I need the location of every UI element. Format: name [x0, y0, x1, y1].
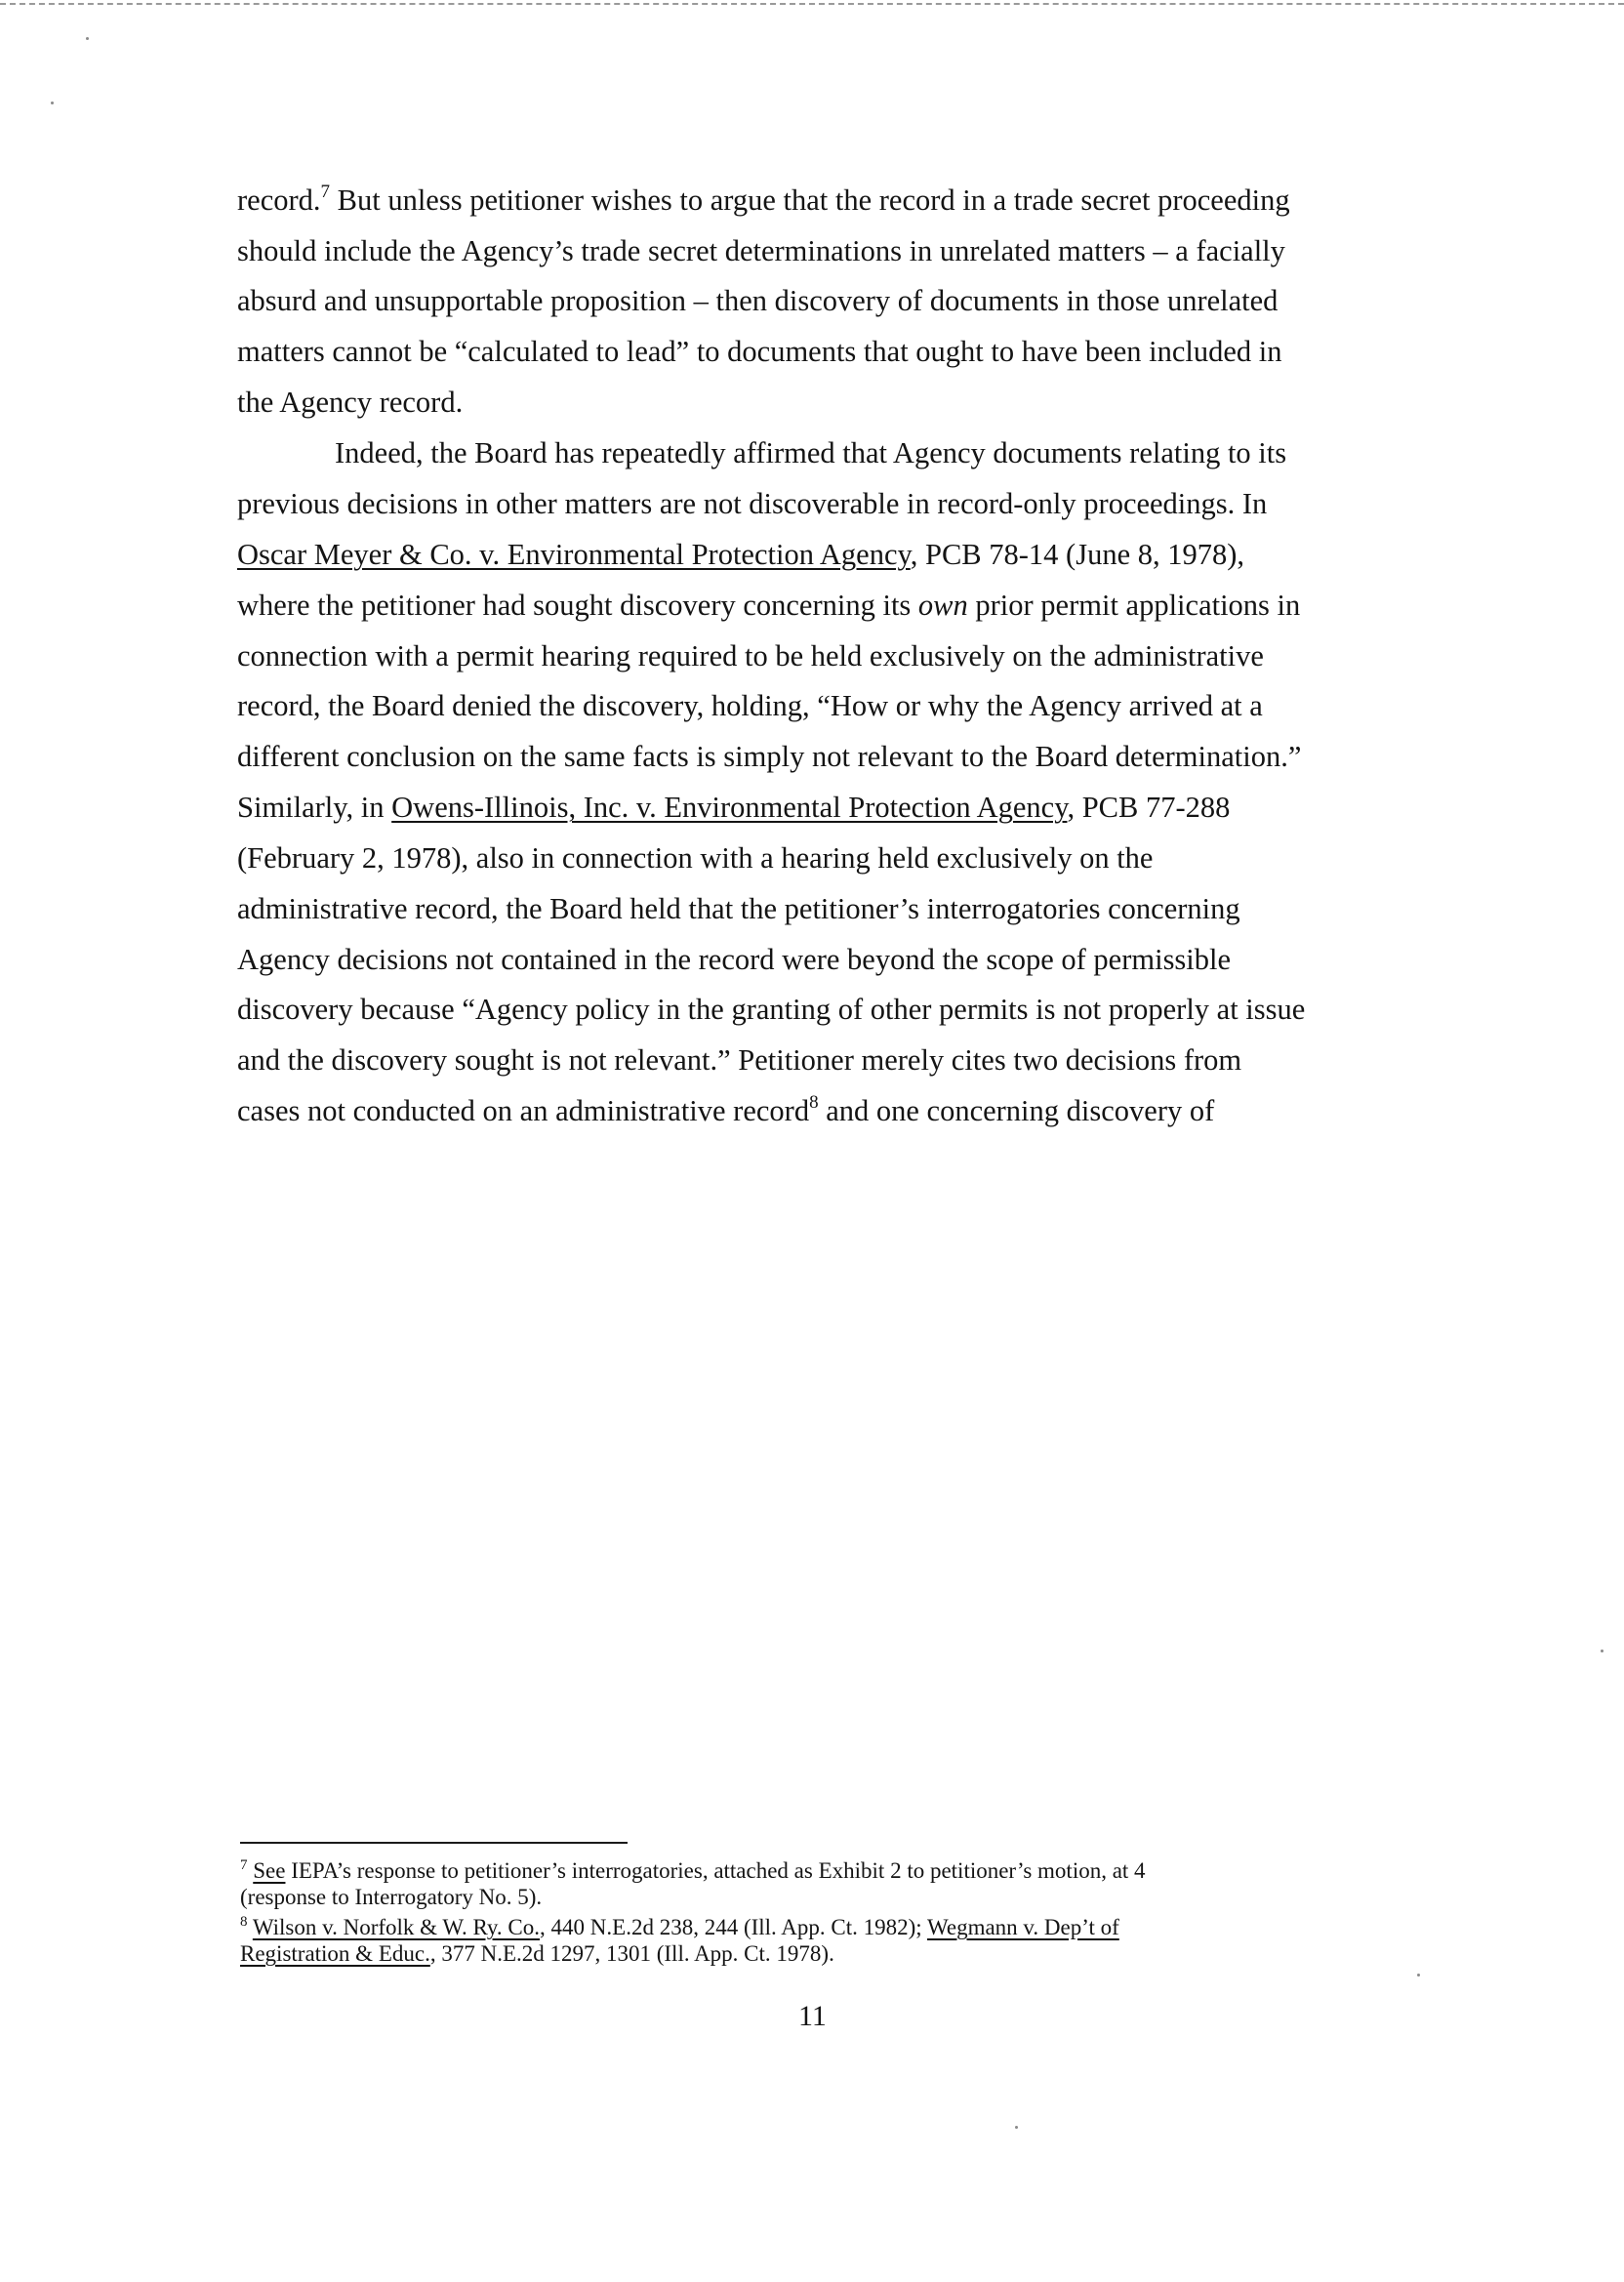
footnote-mark: 7: [240, 1857, 248, 1873]
text-run: , PCB 77-288: [1067, 791, 1231, 824]
footnote-8-continued: [240, 1940, 834, 1968]
scan-top-edge: [0, 3, 1624, 5]
body-line: and the discovery sought is not relevant.” Petitioner merely cites two decisions from: [237, 1043, 1242, 1077]
footnote-mark: 8: [240, 1914, 248, 1930]
paragraph-start-line: Indeed, the Board has repeatedly affirmed that Agency documents relating to its: [335, 436, 1287, 469]
scan-speck: [51, 102, 54, 104]
page-number: 11: [798, 2000, 827, 2032]
body-line: discovery because “Agency policy in the granting of other permits is not properly at issue: [237, 993, 1306, 1026]
scan-speck: [1601, 1650, 1604, 1652]
footnote-7: [240, 1857, 1146, 1885]
case-citation-wilson: Wilson v. Norfolk & W. Ry. Co.: [252, 1915, 541, 1939]
text-run: record.: [237, 183, 321, 217]
scan-speck: [1015, 2126, 1018, 2129]
footnote-8: [240, 1914, 1119, 1941]
scan-speck: [86, 37, 89, 40]
text-run: , PCB 78-14 (June 8, 1978),: [910, 538, 1245, 571]
scan-speck: [1417, 1974, 1420, 1976]
body-line: [237, 535, 1244, 574]
footnote-ref-8[interactable]: 8: [809, 1092, 819, 1113]
text-run: But unless petitioner wishes to argue that the record in a trade secret proceeding: [330, 183, 1290, 217]
body-line: matters cannot be “calculated to lead” to documents that ought to have been included in: [237, 335, 1282, 368]
case-citation-owens-illinois: Owens-Illinois, Inc. v. Environmental Protection Agency: [391, 791, 1068, 824]
body-line: different conclusion on the same facts is simply not relevant to the Board determination.”: [237, 740, 1302, 773]
text-run: cases not conducted on an administrative record: [237, 1094, 810, 1127]
text-run: where the petitioner had sought discovery concerning its: [237, 589, 918, 622]
body-line: [237, 788, 1230, 827]
body-line: record, the Board denied the discovery, holding, “How or why the Agency arrived at a: [237, 689, 1263, 722]
text-run: prior permit applications in: [967, 589, 1301, 622]
body-line: [237, 586, 1300, 625]
footnote-separator: [240, 1842, 628, 1844]
footnote-text: , 440 N.E.2d 238, 244 (Ill. App. Ct. 1982);: [540, 1915, 927, 1939]
body-line: absurd and unsupportable proposition – then discovery of documents in those unrelated: [237, 284, 1279, 317]
footnote-7-continued: (response to Interrogatory No. 5).: [240, 1885, 543, 1909]
body-line: the Agency record.: [237, 386, 464, 419]
text-run: Similarly, in: [237, 791, 392, 824]
body-line: should include the Agency’s trade secret determinations in unrelated matters – a facially: [237, 234, 1285, 267]
signal-see: See: [253, 1858, 286, 1883]
body-line: administrative record, the Board held that the petitioner’s interrogatories concerning: [237, 892, 1240, 925]
text-run: and one concerning discovery of: [818, 1094, 1215, 1127]
footnote-text: IEPA’s response to petitioner’s interrogatories, attached as Exhibit 2 to petitioner’s motion, at 4: [285, 1858, 1146, 1883]
body-line: [237, 1091, 1214, 1130]
body-line: previous decisions in other matters are not discoverable in record-only proceedings. In: [237, 487, 1268, 520]
footnote-ref-7[interactable]: 7: [320, 182, 331, 202]
body-line: (February 2, 1978), also in connection with a hearing held exclusively on the: [237, 841, 1154, 875]
body-line: connection with a permit hearing required to be held exclusively on the administrative: [237, 639, 1264, 672]
case-citation-wegmann: Wegmann v. Dep’t of: [927, 1915, 1119, 1939]
body-line: Agency decisions not contained in the record were beyond the scope of permissible: [237, 943, 1232, 976]
footnote-text: , 377 N.E.2d 1297, 1301 (Ill. App. Ct. 1978).: [429, 1941, 834, 1966]
body-line: [237, 181, 1290, 220]
case-citation-oscar-meyer: Oscar Meyer & Co. v. Environmental Protection Agency: [237, 538, 911, 571]
emphasis: own: [917, 589, 968, 622]
case-citation-wegmann-cont: Registration & Educ.: [240, 1941, 430, 1966]
